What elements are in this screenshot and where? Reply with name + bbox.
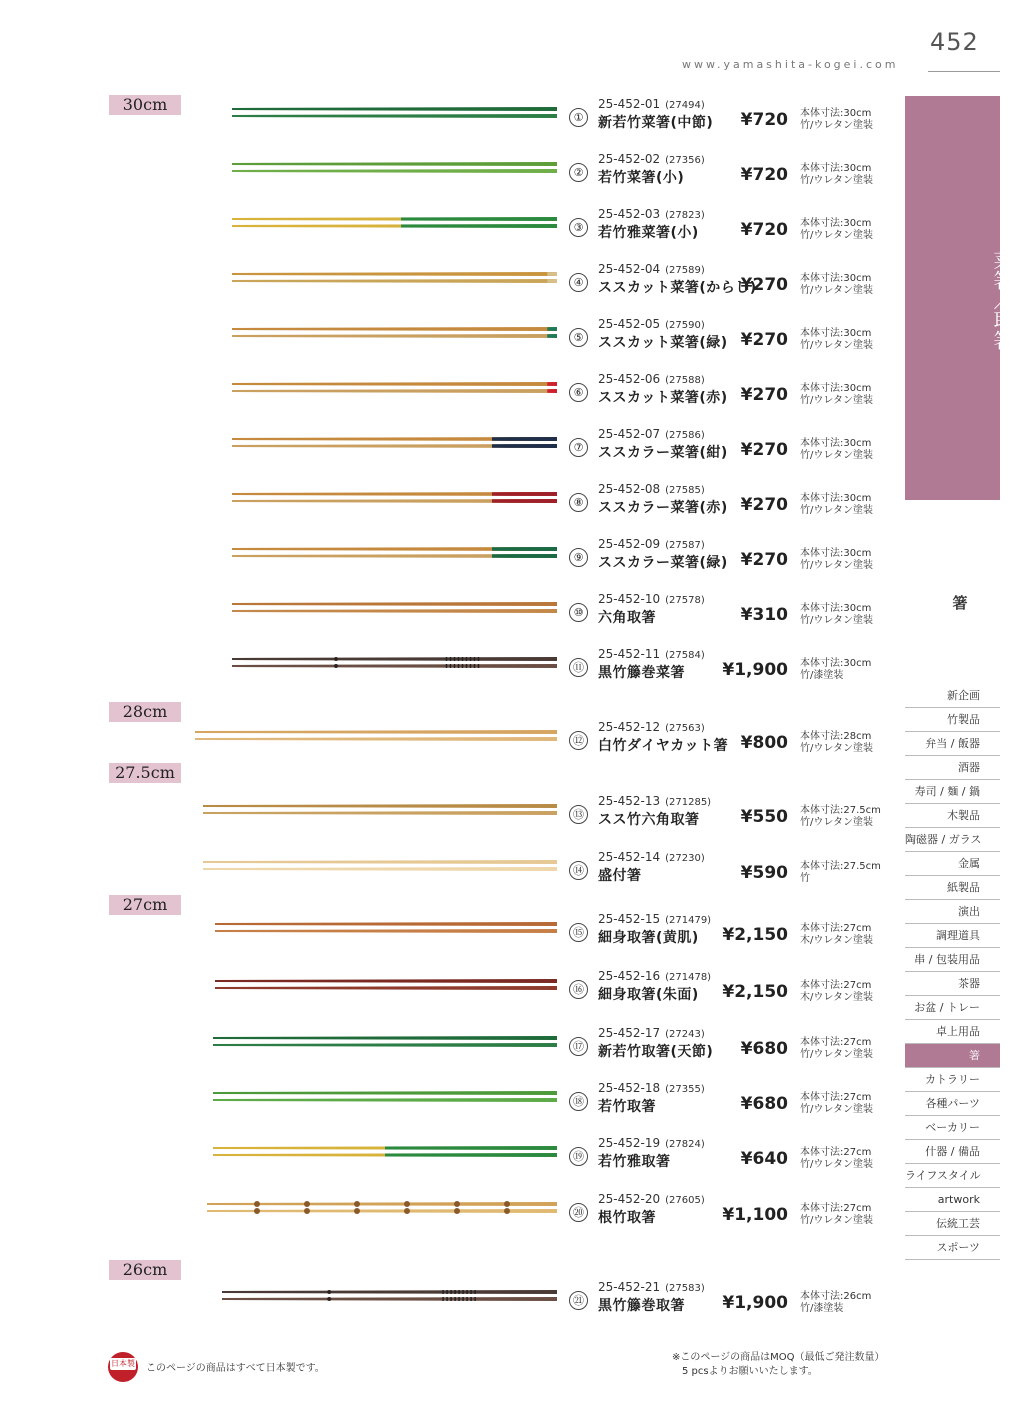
product-spec [800, 980, 873, 1004]
jan-code: (27823) [665, 210, 705, 221]
product-row[interactable] [0, 720, 900, 775]
product-spec [800, 328, 873, 352]
jan-code: (27243) [665, 1029, 705, 1040]
jan-code: (271478) [665, 972, 712, 983]
product-code [598, 207, 705, 221]
nav-item[interactable]: 茶器 [905, 972, 1000, 996]
nav-item[interactable]: カトラリー [905, 1068, 1000, 1092]
product-price: ¥680 [740, 1039, 788, 1059]
product-row[interactable] [0, 207, 900, 262]
product-price: ¥270 [740, 385, 788, 405]
product-row[interactable] [0, 537, 900, 592]
product-code [598, 537, 705, 551]
nav-item[interactable]: 伝統工芸 [905, 1212, 1000, 1236]
spec-material: 竹/ウレタン塗装 [800, 817, 873, 828]
product-code [598, 482, 705, 496]
product-row[interactable] [0, 1081, 900, 1136]
product-price: ¥590 [740, 863, 788, 883]
product-name: 黒竹籐巻取箸 [598, 1298, 685, 1314]
product-name: 若竹菜箸(小) [598, 170, 685, 186]
item-number: ⑧ [569, 493, 588, 512]
product-code-text: 25-452-14 [598, 850, 661, 864]
spec-material: 竹/ウレタン塗装 [800, 505, 873, 516]
product-price: ¥270 [740, 440, 788, 460]
jan-code: (27605) [665, 1195, 705, 1206]
item-number: ⑮ [569, 923, 588, 942]
product-code-text: 25-452-04 [598, 262, 661, 276]
product-name: 若竹雅菜箸(小) [598, 225, 699, 241]
product-row[interactable] [0, 912, 900, 967]
product-spec [800, 861, 881, 885]
product-code-text: 25-452-03 [598, 207, 661, 221]
page-number: 452 [930, 28, 979, 56]
product-code [598, 1136, 705, 1150]
product-row[interactable] [0, 1026, 900, 1081]
size-tag-30cm: 30cm [109, 95, 181, 115]
item-number: ⑩ [569, 603, 588, 622]
product-row[interactable] [0, 1136, 900, 1191]
moq-note [672, 1351, 885, 1379]
product-code-text: 25-452-13 [598, 794, 661, 808]
spec-material: 竹/ウレタン塗装 [800, 560, 873, 571]
product-code-text: 25-452-08 [598, 482, 661, 496]
product-code [598, 317, 705, 331]
nav-item[interactable]: 卓上用品 [905, 1020, 1000, 1044]
product-code-text: 25-452-01 [598, 97, 661, 111]
spec-size: 本体寸法:30cm [800, 328, 872, 339]
product-code [598, 1026, 705, 1040]
item-number: ⑲ [569, 1147, 588, 1166]
jan-code: (27588) [665, 375, 705, 386]
product-spec [800, 1092, 873, 1116]
product-code-text: 25-452-06 [598, 372, 661, 386]
item-number: ⑫ [569, 731, 588, 750]
product-code-text: 25-452-12 [598, 720, 661, 734]
product-price: ¥720 [740, 165, 788, 185]
product-name: 細身取箸(朱面) [598, 987, 699, 1003]
product-code [598, 372, 705, 386]
jan-code: (27587) [665, 540, 705, 551]
spec-size: 本体寸法:27cm [800, 980, 872, 991]
product-code-text: 25-452-15 [598, 912, 661, 926]
product-spec [800, 658, 871, 682]
product-price: ¥640 [740, 1149, 788, 1169]
product-code [598, 1081, 705, 1095]
product-code [598, 152, 705, 166]
product-code-text: 25-452-11 [598, 647, 661, 661]
spec-material: 竹/ウレタン塗装 [800, 743, 873, 754]
nav-item[interactable]: 調理道具 [905, 924, 1000, 948]
category-title: 菜箸／取箸 [990, 250, 1014, 350]
spec-material: 竹/ウレタン塗装 [800, 1159, 873, 1170]
spec-material: 竹/漆塗装 [800, 1303, 844, 1314]
product-code [598, 912, 711, 926]
nav-item[interactable]: 紙製品 [905, 876, 1000, 900]
footer-note: このページの商品はすべて日本製です。 [146, 1363, 325, 1374]
product-code [598, 720, 705, 734]
product-code-text: 25-452-09 [598, 537, 661, 551]
product-spec [800, 603, 873, 627]
moq-note-line1: ※このページの商品はMOQ（最低ご発注数量） [672, 1352, 885, 1363]
item-number: ⑱ [569, 1092, 588, 1111]
product-name: 黒竹籐巻菜箸 [598, 665, 685, 681]
product-code [598, 969, 711, 983]
product-row[interactable] [0, 427, 900, 482]
item-number: ⑨ [569, 548, 588, 567]
site-url[interactable]: www.yamashita-kogei.com [682, 58, 899, 71]
jan-code: (27356) [665, 155, 705, 166]
spec-material: 竹/ウレタン塗装 [800, 340, 873, 351]
product-name: スス竹六角取箸 [598, 812, 700, 828]
jan-code: (27583) [665, 1283, 705, 1294]
spec-size: 本体寸法:30cm [800, 438, 872, 449]
product-code [598, 850, 705, 864]
spec-material: 竹/ウレタン塗装 [800, 285, 873, 296]
nav-item[interactable]: 寿司 / 麺 / 鍋 [905, 780, 1000, 804]
product-price: ¥270 [740, 495, 788, 515]
nav-item[interactable]: 演出 [905, 900, 1000, 924]
product-name: ススカラー菜箸(赤) [598, 500, 728, 516]
spec-size: 本体寸法:30cm [800, 548, 872, 559]
product-name: ススカラー菜箸(紺) [598, 445, 728, 461]
product-row[interactable] [0, 482, 900, 537]
nav-item[interactable]: 箸 [905, 1044, 1000, 1068]
spec-size: 本体寸法:28cm [800, 731, 872, 742]
product-code [598, 1280, 705, 1294]
product-row[interactable] [0, 97, 900, 152]
product-name: ススカット菜箸(赤) [598, 390, 728, 406]
jan-code: (27494) [665, 100, 705, 111]
nav-item[interactable]: お盆 / トレー [905, 996, 1000, 1020]
spec-size: 本体寸法:30cm [800, 658, 872, 669]
product-spec [800, 1291, 871, 1315]
item-number: ④ [569, 273, 588, 292]
section-label: 箸 [952, 594, 968, 612]
product-spec [800, 1203, 873, 1227]
item-number: ⑦ [569, 438, 588, 457]
product-spec [800, 108, 873, 132]
product-code [598, 262, 705, 276]
product-name: 細身取箸(黄肌) [598, 930, 699, 946]
spec-material: 竹/ウレタン塗装 [800, 175, 873, 186]
product-row[interactable] [0, 1280, 900, 1335]
product-price: ¥2,150 [722, 925, 788, 945]
product-name: 若竹取箸 [598, 1099, 656, 1115]
item-number: ⑯ [569, 980, 588, 999]
jan-code: (27563) [665, 723, 705, 734]
spec-size: 本体寸法:27cm [800, 1203, 872, 1214]
size-tag-27cm: 27cm [109, 895, 181, 915]
jan-code: (27230) [665, 853, 705, 864]
product-spec [800, 438, 873, 462]
product-code [598, 97, 705, 111]
product-name: 白竹ダイヤカット箸 [598, 738, 729, 754]
item-number: ⑬ [569, 805, 588, 824]
product-spec [800, 805, 881, 829]
size-tag-26cm: 26cm [109, 1260, 181, 1280]
product-spec [800, 923, 873, 947]
product-price: ¥680 [740, 1094, 788, 1114]
product-code-text: 25-452-17 [598, 1026, 661, 1040]
product-name: 若竹雅取箸 [598, 1154, 671, 1170]
spec-material: 木/ウレタン塗装 [800, 935, 873, 946]
product-code [598, 1192, 705, 1206]
spec-size: 本体寸法:30cm [800, 218, 872, 229]
item-number: ⑥ [569, 383, 588, 402]
spec-size: 本体寸法:30cm [800, 383, 872, 394]
jan-code: (27590) [665, 320, 705, 331]
item-number: ㉑ [569, 1291, 588, 1310]
nav-item[interactable]: 酒器 [905, 756, 1000, 780]
product-price: ¥2,150 [722, 982, 788, 1002]
product-name: 新若竹取箸(天節) [598, 1044, 714, 1060]
spec-size: 本体寸法:27cm [800, 1147, 872, 1158]
made-in-japan-badge-label: 日本製 [111, 1359, 135, 1368]
product-code-text: 25-452-19 [598, 1136, 661, 1150]
product-spec [800, 731, 873, 755]
product-price: ¥720 [740, 220, 788, 240]
product-spec [800, 163, 873, 187]
product-price: ¥1,900 [722, 660, 788, 680]
product-name: 根竹取箸 [598, 1210, 656, 1226]
product-code-text: 25-452-16 [598, 969, 661, 983]
nav-item[interactable]: 金属 [905, 852, 1000, 876]
product-spec [800, 273, 873, 297]
item-number: ③ [569, 218, 588, 237]
product-row[interactable] [0, 794, 900, 849]
product-code-text: 25-452-07 [598, 427, 661, 441]
spec-material: 竹/ウレタン塗装 [800, 395, 873, 406]
product-code [598, 427, 705, 441]
product-code-text: 25-452-20 [598, 1192, 661, 1206]
jan-code: (27355) [665, 1084, 705, 1095]
spec-size: 本体寸法:30cm [800, 493, 872, 504]
moq-note-line2: 5 pcsよりお願いいたします。 [682, 1366, 818, 1377]
product-name: 新若竹菜箸(中節) [598, 115, 714, 131]
product-code-text: 25-452-18 [598, 1081, 661, 1095]
product-code [598, 647, 705, 661]
product-spec [800, 1147, 873, 1171]
category-nav [905, 684, 1000, 1260]
item-number: ② [569, 163, 588, 182]
item-number: ⑭ [569, 861, 588, 880]
product-row[interactable] [0, 262, 900, 317]
product-code [598, 592, 705, 606]
jan-code: (271285) [665, 797, 712, 808]
spec-material: 竹/ウレタン塗装 [800, 120, 873, 131]
product-spec [800, 1037, 873, 1061]
product-spec [800, 548, 873, 572]
product-row[interactable] [0, 372, 900, 427]
product-price: ¥270 [740, 275, 788, 295]
spec-size: 本体寸法:30cm [800, 273, 872, 284]
jan-code: (27824) [665, 1139, 705, 1150]
product-price: ¥800 [740, 733, 788, 753]
product-name: 盛付箸 [598, 868, 642, 884]
product-row[interactable] [0, 152, 900, 207]
jan-code: (27578) [665, 595, 705, 606]
product-name: ススカット菜箸(緑) [598, 335, 728, 351]
spec-size: 本体寸法:27cm [800, 1092, 872, 1103]
nav-item[interactable]: 串 / 包装用品 [905, 948, 1000, 972]
product-row[interactable] [0, 592, 900, 647]
product-name: 六角取箸 [598, 610, 656, 626]
product-name: ススカット菜箸(からし) [598, 280, 757, 296]
jan-code: (27584) [665, 650, 705, 661]
spec-material: 竹/ウレタン塗装 [800, 615, 873, 626]
jan-code: (271479) [665, 915, 712, 926]
spec-material: 竹/ウレタン塗装 [800, 450, 873, 461]
product-spec [800, 383, 873, 407]
nav-item[interactable]: 什器 / 備品 [905, 1140, 1000, 1164]
nav-item[interactable]: 木製品 [905, 804, 1000, 828]
product-price: ¥720 [740, 110, 788, 130]
product-price: ¥550 [740, 807, 788, 827]
spec-material: 木/ウレタン塗装 [800, 992, 873, 1003]
item-number: ⑤ [569, 328, 588, 347]
item-number: ① [569, 108, 588, 127]
nav-item[interactable]: ベーカリー [905, 1116, 1000, 1140]
nav-item[interactable]: artwork [905, 1188, 1000, 1212]
product-price: ¥1,900 [722, 1293, 788, 1313]
size-tag-28cm: 28cm [109, 702, 181, 722]
nav-item[interactable]: 陶磁器 / ガラス [905, 828, 1000, 852]
product-price: ¥310 [740, 605, 788, 625]
nav-item[interactable]: 各種パーツ [905, 1092, 1000, 1116]
jan-code: (27586) [665, 430, 705, 441]
product-spec [800, 218, 873, 242]
spec-size: 本体寸法:30cm [800, 108, 872, 119]
spec-material: 竹 [800, 873, 810, 884]
spec-material: 竹/漆塗装 [800, 670, 844, 681]
product-code-text: 25-452-05 [598, 317, 661, 331]
item-number: ⑪ [569, 658, 588, 677]
spec-size: 本体寸法:27.5cm [800, 861, 881, 872]
spec-size: 本体寸法:30cm [800, 603, 872, 614]
spec-size: 本体寸法:30cm [800, 163, 872, 174]
size-tag-27-5cm: 27.5cm [109, 763, 181, 783]
product-code-text: 25-452-10 [598, 592, 661, 606]
product-price: ¥1,100 [722, 1205, 788, 1225]
nav-item[interactable]: 弁当 / 飯器 [905, 732, 1000, 756]
jan-code: (27589) [665, 265, 705, 276]
spec-size: 本体寸法:27.5cm [800, 805, 881, 816]
spec-size: 本体寸法:26cm [800, 1291, 872, 1302]
product-spec [800, 493, 873, 517]
nav-item[interactable]: ライフスタイル [905, 1164, 1000, 1188]
item-number: ⑳ [569, 1203, 588, 1222]
product-code-text: 25-452-21 [598, 1280, 661, 1294]
spec-size: 本体寸法:27cm [800, 1037, 872, 1048]
spec-material: 竹/ウレタン塗装 [800, 1215, 873, 1226]
product-row[interactable] [0, 647, 900, 702]
product-row[interactable] [0, 969, 900, 1024]
nav-item[interactable]: 新企画 [905, 684, 1000, 708]
product-price: ¥270 [740, 550, 788, 570]
nav-item[interactable]: スポーツ [905, 1236, 1000, 1260]
page-number-rule [928, 71, 1000, 72]
spec-material: 竹/ウレタン塗装 [800, 230, 873, 241]
spec-size: 本体寸法:27cm [800, 923, 872, 934]
spec-material: 竹/ウレタン塗装 [800, 1104, 873, 1115]
product-name: ススカラー菜箸(緑) [598, 555, 728, 571]
jan-code: (27585) [665, 485, 705, 496]
product-row[interactable] [0, 850, 900, 905]
nav-item[interactable]: 竹製品 [905, 708, 1000, 732]
product-row[interactable] [0, 1192, 900, 1247]
product-code-text: 25-452-02 [598, 152, 661, 166]
product-price: ¥270 [740, 330, 788, 350]
item-number: ⑰ [569, 1037, 588, 1056]
product-row[interactable] [0, 317, 900, 372]
product-code [598, 794, 711, 808]
spec-material: 竹/ウレタン塗装 [800, 1049, 873, 1060]
